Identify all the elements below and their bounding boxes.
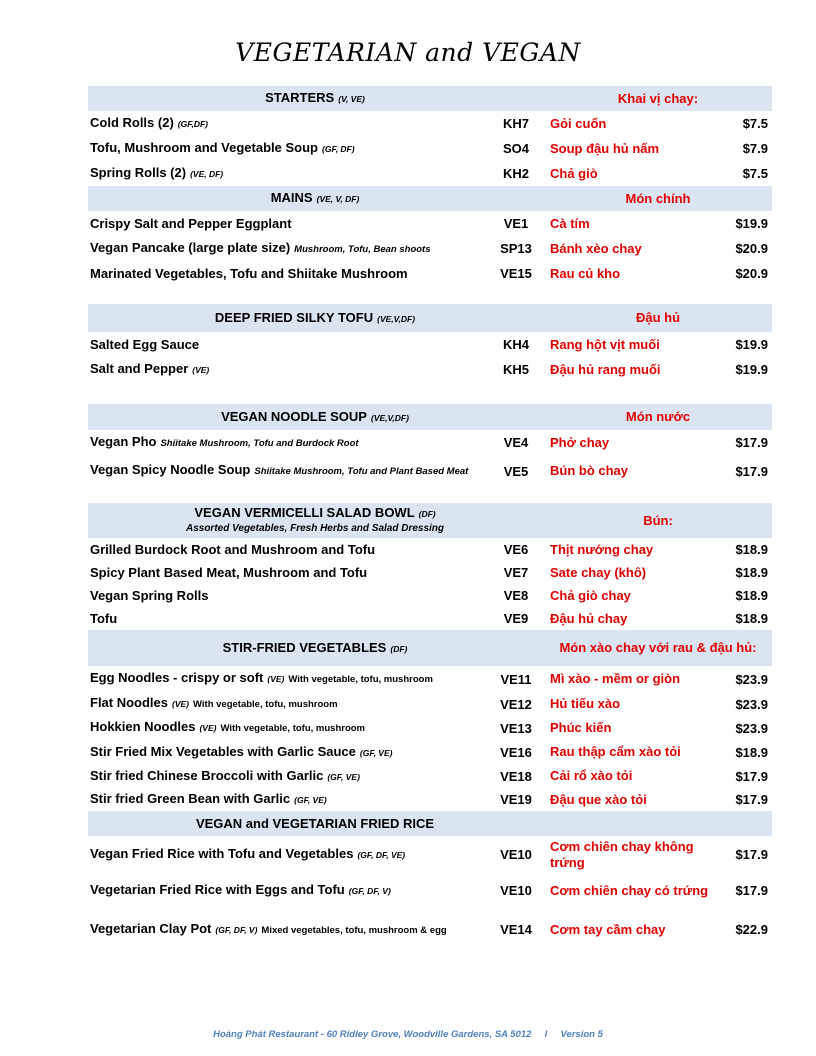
item-price: $19.9 xyxy=(735,337,768,352)
item-name: Stir fried Chinese Broccoli with Garlic xyxy=(90,767,324,783)
section-heading-text: VEGAN NOODLE SOUP xyxy=(221,408,367,424)
item-name: Vegan Fried Rice with Tofu and Vegetables xyxy=(90,846,354,861)
item-name-cell xyxy=(90,236,500,261)
item-price: $17.9 xyxy=(735,792,768,807)
item-code: VE15 xyxy=(500,266,532,281)
item-name-cell xyxy=(90,873,500,908)
section-heading-vietnamese: Khai vị chay: xyxy=(617,90,699,106)
item-name: Egg Noodles - crispy or soft xyxy=(90,670,264,685)
item-price: $7.5 xyxy=(742,116,768,131)
item-price: $23.9 xyxy=(735,671,768,687)
section-heading-vietnamese: Món chính xyxy=(625,190,691,206)
item-name-cell xyxy=(90,788,500,811)
section-heading-vietnamese: Món nước xyxy=(625,409,691,424)
item-name: Vegan Pancake (large plate size) xyxy=(90,239,291,255)
menu-item-row xyxy=(88,836,772,873)
item-diet-tag: (GF, VE) xyxy=(327,771,360,782)
item-code: VE14 xyxy=(500,922,532,937)
item-description: Shiitake Mushroom, Tofu and Burdock Root xyxy=(160,437,359,449)
item-diet-tag: (GF, VE) xyxy=(294,795,327,805)
section-header xyxy=(88,811,772,836)
item-description: Mushroom, Tofu, Bean shoots xyxy=(294,243,431,255)
item-vietnamese-name: Soup đậu hủ nấm xyxy=(550,140,660,156)
section-heading xyxy=(90,630,540,666)
item-name: Vegan Spring Rolls xyxy=(90,587,209,603)
item-diet-tag: (GF, DF, VE) xyxy=(357,850,406,860)
item-name-cell xyxy=(90,136,500,161)
section-heading-line xyxy=(196,817,434,831)
section-heading-text: MAINS xyxy=(270,190,313,205)
item-code: KH2 xyxy=(502,166,529,181)
item-price: $18.9 xyxy=(735,611,768,626)
item-name-wrap xyxy=(90,362,209,377)
menu-item-row xyxy=(88,873,772,908)
item-vietnamese-name: Đậu hủ chay xyxy=(550,610,628,626)
section-heading-tag: (DF) xyxy=(418,508,436,519)
item-vietnamese-name: Sate chay (khô) xyxy=(550,564,647,580)
section-heading-tag: (DF) xyxy=(390,643,408,654)
menu-item-row xyxy=(88,740,772,764)
item-description: With vegetable, tofu, mushroom xyxy=(220,723,366,734)
menu-item-row xyxy=(88,111,772,136)
item-diet-tag: (GF, DF, V) xyxy=(215,924,258,935)
item-description: Mixed vegetables, tofu, mushroom & egg xyxy=(261,924,447,936)
section-header xyxy=(88,304,772,332)
item-name: Vegan Pho xyxy=(90,433,157,449)
section-heading xyxy=(90,304,540,332)
item-vietnamese-name: Rang hột vịt muối xyxy=(550,336,660,352)
menu-item-row xyxy=(88,236,772,261)
item-vietnamese-name: Rau thập cẩm xào tỏi xyxy=(550,744,681,759)
item-code: VE13 xyxy=(500,720,532,736)
item-price: $17.9 xyxy=(735,883,768,898)
section-heading-line xyxy=(223,641,408,656)
item-code: VE10 xyxy=(500,883,532,898)
item-price: $22.9 xyxy=(735,922,768,937)
section-heading-text: VEGAN VERMICELLI SALAD BOWL xyxy=(194,504,415,520)
section-heading-line xyxy=(221,410,409,425)
item-vietnamese-name: Cơm tay cầm chay xyxy=(550,921,666,937)
item-price: $7.9 xyxy=(742,141,768,156)
item-name: Spicy Plant Based Meat, Mushroom and Tofu xyxy=(90,564,368,580)
section-heading-line xyxy=(271,191,360,206)
section-heading xyxy=(90,811,540,836)
item-name-cell xyxy=(90,430,500,455)
item-vietnamese-name: Phở chay xyxy=(550,434,610,450)
section-heading-sub: Assorted Vegetables, Fresh Herbs and Salad Dressing xyxy=(185,522,445,534)
item-vietnamese-name: Chả giò chay xyxy=(550,587,631,603)
menu-item-row xyxy=(88,161,772,186)
item-diet-tag: (GF, DF, V) xyxy=(348,886,391,896)
item-name-cell xyxy=(90,332,500,357)
item-vietnamese-name: Cải rổ xào tỏi xyxy=(550,768,633,783)
item-code: VE4 xyxy=(503,435,529,450)
section-heading-line xyxy=(265,91,365,106)
item-name: Salted Egg Sauce xyxy=(90,336,200,352)
section-heading-line xyxy=(194,506,435,521)
item-name-cell xyxy=(90,455,500,487)
item-vietnamese-name: Bánh xèo chay xyxy=(550,240,642,256)
section-heading-vietnamese: Bún: xyxy=(643,512,673,528)
item-name-wrap xyxy=(90,116,208,131)
item-vietnamese-name: Cơm chiên chay có trứng xyxy=(550,882,709,898)
item-vietnamese-name: Hủ tiếu xào xyxy=(550,696,621,711)
item-name-cell xyxy=(90,740,500,764)
item-price: $17.9 xyxy=(735,768,768,784)
item-diet-tag: (VE) xyxy=(192,365,210,375)
item-vietnamese-name: Đậu que xào tỏi xyxy=(550,791,647,807)
menu-item-row xyxy=(88,716,772,740)
item-name: Hokkien Noodles xyxy=(90,719,196,734)
item-name-cell xyxy=(90,666,500,692)
item-name-cell xyxy=(90,561,500,584)
item-price: $23.9 xyxy=(735,696,768,712)
item-vietnamese-name: Bún bò chay xyxy=(550,463,629,478)
item-name: Tofu, Mushroom and Vegetable Soup xyxy=(90,140,318,155)
section-heading xyxy=(90,186,540,211)
item-description: With vegetable, tofu, mushroom xyxy=(193,699,338,710)
item-name: Stir fried Green Bean with Garlic xyxy=(90,791,291,806)
item-vietnamese-name: Cà tím xyxy=(550,215,590,231)
item-name-wrap xyxy=(90,141,355,156)
item-code: KH4 xyxy=(502,337,529,352)
menu-item-row xyxy=(88,788,772,811)
item-name-cell xyxy=(90,692,500,716)
item-name-wrap xyxy=(90,696,338,712)
item-code: VE11 xyxy=(500,671,532,687)
menu-item-row xyxy=(88,261,772,286)
item-name-wrap xyxy=(90,435,359,451)
section-header xyxy=(88,86,772,111)
section-spacer xyxy=(88,487,772,503)
item-code: VE6 xyxy=(503,542,529,557)
item-diet-tag: (VE, DF) xyxy=(190,169,224,179)
menu-item-row xyxy=(88,430,772,455)
section-header xyxy=(88,186,772,211)
item-code: VE8 xyxy=(503,588,529,603)
item-name-cell xyxy=(90,584,500,607)
section-header xyxy=(88,404,772,430)
item-name: Stir Fried Mix Vegetables with Garlic Sauce xyxy=(90,743,356,759)
item-vietnamese-name: Rau củ kho xyxy=(550,265,621,281)
section-heading-tag: (V, VE) xyxy=(338,94,365,104)
item-name-wrap xyxy=(90,589,208,603)
menu-item-row xyxy=(88,607,772,630)
item-name-wrap xyxy=(90,792,327,807)
item-name-wrap xyxy=(90,566,367,580)
item-name-wrap xyxy=(90,769,360,784)
section-heading-vietnamese: Đậu hủ xyxy=(635,310,681,325)
item-name: Vegan Spicy Noodle Soup xyxy=(90,462,251,477)
section-heading-vietnamese: Món xào chay với rau & đậu hủ: xyxy=(559,640,757,655)
section-heading xyxy=(90,503,540,538)
section-heading-tag: (VE,V,DF) xyxy=(377,313,416,324)
item-code: VE5 xyxy=(503,463,529,479)
item-code: VE16 xyxy=(500,744,532,760)
item-price: $17.9 xyxy=(735,463,768,479)
item-vietnamese-name: Mì xào - mềm or giòn xyxy=(550,671,681,686)
item-price: $18.9 xyxy=(735,565,768,580)
menu-item-row xyxy=(88,538,772,561)
menu-item-row xyxy=(88,455,772,487)
item-name-wrap xyxy=(90,543,375,557)
item-name-wrap xyxy=(90,745,392,760)
section-heading-tag: (VE,V,DF) xyxy=(370,412,409,423)
item-vietnamese-name: Chả giò xyxy=(550,165,598,181)
item-code: VE7 xyxy=(503,565,529,580)
item-description: Shiitake Mushroom, Tofu and Plant Based Meat xyxy=(254,466,469,477)
section-spacer xyxy=(88,286,772,304)
item-diet-tag: (VE) xyxy=(267,674,285,684)
item-code: VE1 xyxy=(503,216,529,231)
item-name: Flat Noodles xyxy=(90,695,169,710)
item-diet-tag: (VE) xyxy=(172,699,190,709)
item-name: Cold Rolls (2) xyxy=(90,115,174,130)
item-code: VE9 xyxy=(503,611,529,626)
item-name: Marinated Vegetables, Tofu and Shiitake Mushroom xyxy=(90,265,408,281)
item-name-cell xyxy=(90,538,500,561)
item-name-wrap xyxy=(90,267,408,281)
item-price: $19.9 xyxy=(735,362,768,377)
item-vietnamese-name: Phúc kiến xyxy=(550,720,612,735)
section-heading-line xyxy=(215,311,415,326)
item-diet-tag: (GF, DF) xyxy=(322,144,355,154)
item-name: Grilled Burdock Root and Mushroom and Tofu xyxy=(90,541,376,557)
item-name-cell xyxy=(90,211,500,236)
item-price: $20.9 xyxy=(735,266,768,281)
item-name-cell xyxy=(90,111,500,136)
section-heading-tag: (VE, V, DF) xyxy=(316,194,360,204)
section-header xyxy=(88,630,772,666)
item-code: VE19 xyxy=(500,792,532,807)
item-vietnamese-name: Gỏi cuốn xyxy=(550,115,607,131)
menu-item-row xyxy=(88,764,772,788)
menu-item-row xyxy=(88,692,772,716)
item-name-wrap xyxy=(90,241,431,257)
item-price: $19.9 xyxy=(735,216,768,231)
menu-table xyxy=(88,86,772,951)
menu-item-row xyxy=(88,211,772,236)
item-code: KH7 xyxy=(502,116,529,131)
item-name-wrap xyxy=(90,217,292,231)
item-price: $23.9 xyxy=(735,720,768,736)
item-diet-tag: (GF, VE) xyxy=(359,747,393,758)
item-name-cell xyxy=(90,607,500,630)
item-name-cell xyxy=(90,357,500,382)
item-name-wrap xyxy=(90,463,468,479)
menu-item-row xyxy=(88,908,772,951)
item-price: $17.9 xyxy=(735,435,768,450)
item-name-cell xyxy=(90,161,500,186)
item-name: Vegetarian Clay Pot xyxy=(90,920,212,936)
section-heading-text: VEGAN and VEGETARIAN FRIED RICE xyxy=(195,815,435,831)
item-description: With vegetable, tofu, mushroom xyxy=(288,674,433,685)
item-code: SO4 xyxy=(502,141,529,156)
item-name: Tofu xyxy=(90,610,118,626)
item-name-wrap xyxy=(90,847,405,862)
item-name: Salt and Pepper xyxy=(90,361,189,376)
item-name-cell xyxy=(90,261,500,286)
item-name-cell xyxy=(90,716,500,740)
item-name: Spring Rolls (2) xyxy=(90,165,187,180)
section-header xyxy=(88,503,772,538)
section-heading xyxy=(90,86,540,111)
item-price: $20.9 xyxy=(735,241,768,256)
page-title: VEGETARIAN and VEGAN xyxy=(235,38,581,67)
item-price: $18.9 xyxy=(735,744,768,760)
item-code: VE10 xyxy=(500,847,532,862)
item-name-wrap xyxy=(90,338,199,352)
item-diet-tag: (GF,DF) xyxy=(177,119,208,129)
item-name-wrap xyxy=(90,922,447,938)
item-code: KH5 xyxy=(502,362,529,377)
item-code: VE12 xyxy=(500,696,532,712)
item-name-wrap xyxy=(90,612,117,626)
menu-item-row xyxy=(88,332,772,357)
item-price: $18.9 xyxy=(735,542,768,557)
section-heading xyxy=(90,404,540,430)
menu-item-row xyxy=(88,561,772,584)
footer: Hoàng Phát Restaurant - 60 Ridley Grove, Woodville Gardens, SA 5012 l Version 5 xyxy=(213,1029,603,1040)
menu-item-row xyxy=(88,666,772,692)
menu-item-row xyxy=(88,136,772,161)
menu-item-row xyxy=(88,584,772,607)
item-name-cell xyxy=(90,908,500,951)
item-name: Vegetarian Fried Rice with Eggs and Tofu xyxy=(90,882,345,897)
section-heading-text: STARTERS xyxy=(265,90,335,105)
item-name-cell xyxy=(90,764,500,788)
item-price: $7.5 xyxy=(742,166,768,181)
item-price: $18.9 xyxy=(735,588,768,603)
item-price: $17.9 xyxy=(735,847,768,862)
item-name-cell xyxy=(90,836,500,873)
section-spacer xyxy=(88,382,772,404)
item-vietnamese-name: Thịt nướng chay xyxy=(550,541,654,557)
item-name-wrap xyxy=(90,671,433,687)
item-name-wrap xyxy=(90,883,391,898)
menu-item-row xyxy=(88,357,772,382)
section-heading-text: STIR-FRIED VEGETABLES xyxy=(222,639,387,655)
item-name-wrap xyxy=(90,720,365,736)
item-name-wrap xyxy=(90,166,223,181)
section-heading-text: DEEP FRIED SILKY TOFU xyxy=(214,309,374,325)
item-code: SP13 xyxy=(500,241,532,256)
item-vietnamese-name: Cơm chiên chay không trứng xyxy=(550,838,694,870)
item-diet-tag: (VE) xyxy=(199,723,217,733)
item-code: VE18 xyxy=(500,768,532,784)
item-name: Crispy Salt and Pepper Eggplant xyxy=(90,215,292,231)
item-vietnamese-name: Đậu hủ rang muối xyxy=(550,361,661,377)
